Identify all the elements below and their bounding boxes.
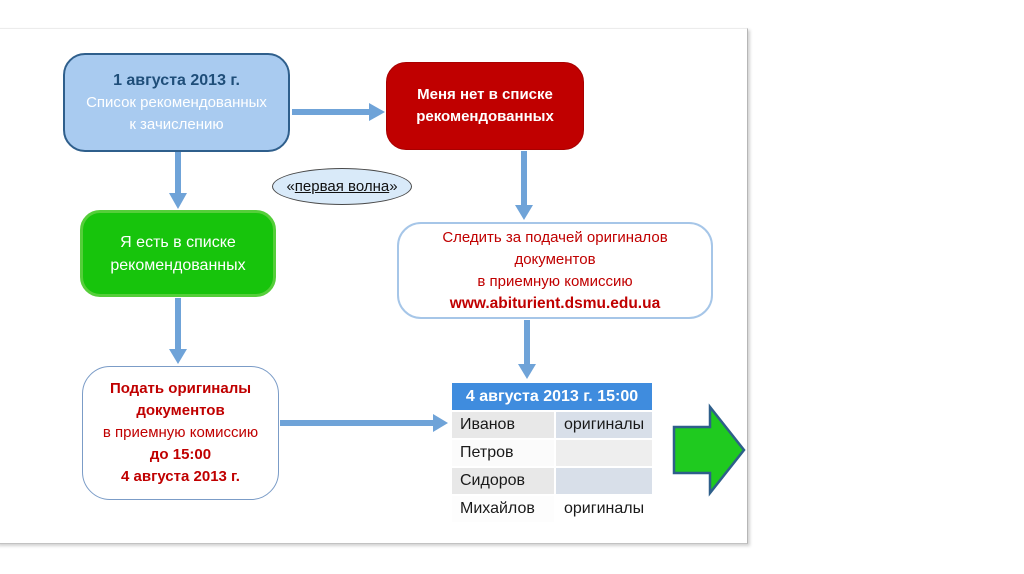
table-row: [452, 412, 652, 438]
row-name: Сидоров: [452, 468, 554, 494]
ellipse-close-quote: »: [389, 178, 398, 195]
in-list-line1: Я есть в списке: [120, 233, 236, 251]
ellipse-text: первая волна: [294, 178, 390, 195]
box-not-in-list: [386, 62, 584, 150]
table-header-datetime: 4 августа 2013 г. 15:00: [452, 383, 652, 410]
box-monitor-originals: [397, 222, 713, 319]
not-in-list-line1: Меня нет в списке: [417, 86, 553, 103]
submit-line2: документов: [136, 402, 225, 419]
announcement-line2: к зачислению: [129, 115, 224, 133]
announcement-date: 1 августа 2013 г.: [113, 71, 240, 89]
monitor-line2: документов: [514, 250, 596, 268]
row-status: [556, 468, 652, 494]
first-wave-ellipse: [272, 168, 412, 205]
row-status: оригиналы: [556, 496, 652, 522]
originals-status-table: [450, 381, 654, 524]
row-name: Петров: [452, 440, 554, 466]
box-announcement: [63, 53, 290, 152]
box-submit-originals: [82, 366, 279, 500]
row-name: Иванов: [452, 412, 554, 438]
submit-line1: Подать оригиналы: [109, 380, 252, 397]
submit-line3: в приемную комиссию: [102, 424, 259, 441]
submit-line4: до 15:00: [149, 446, 212, 463]
ellipse-open-quote: «: [286, 178, 295, 195]
table-row: [452, 496, 652, 522]
row-name: Михайлов: [452, 496, 554, 522]
table-row: [452, 440, 652, 466]
monitor-url: www.abiturient.dsmu.edu.ua: [449, 294, 661, 312]
monitor-line1: Следить за подачей оригиналов: [442, 228, 668, 246]
in-list-line2: рекомендованных: [110, 256, 246, 274]
row-status: оригиналы: [556, 412, 652, 438]
submit-line5: 4 августа 2013 г.: [121, 468, 240, 485]
table-row: [452, 468, 652, 494]
monitor-line3: в приемную комиссию: [477, 272, 633, 290]
announcement-line1: Список рекомендованных: [86, 93, 267, 111]
row-status: [556, 440, 652, 466]
box-in-list: [80, 210, 276, 297]
not-in-list-line2: рекомендованных: [416, 108, 554, 125]
